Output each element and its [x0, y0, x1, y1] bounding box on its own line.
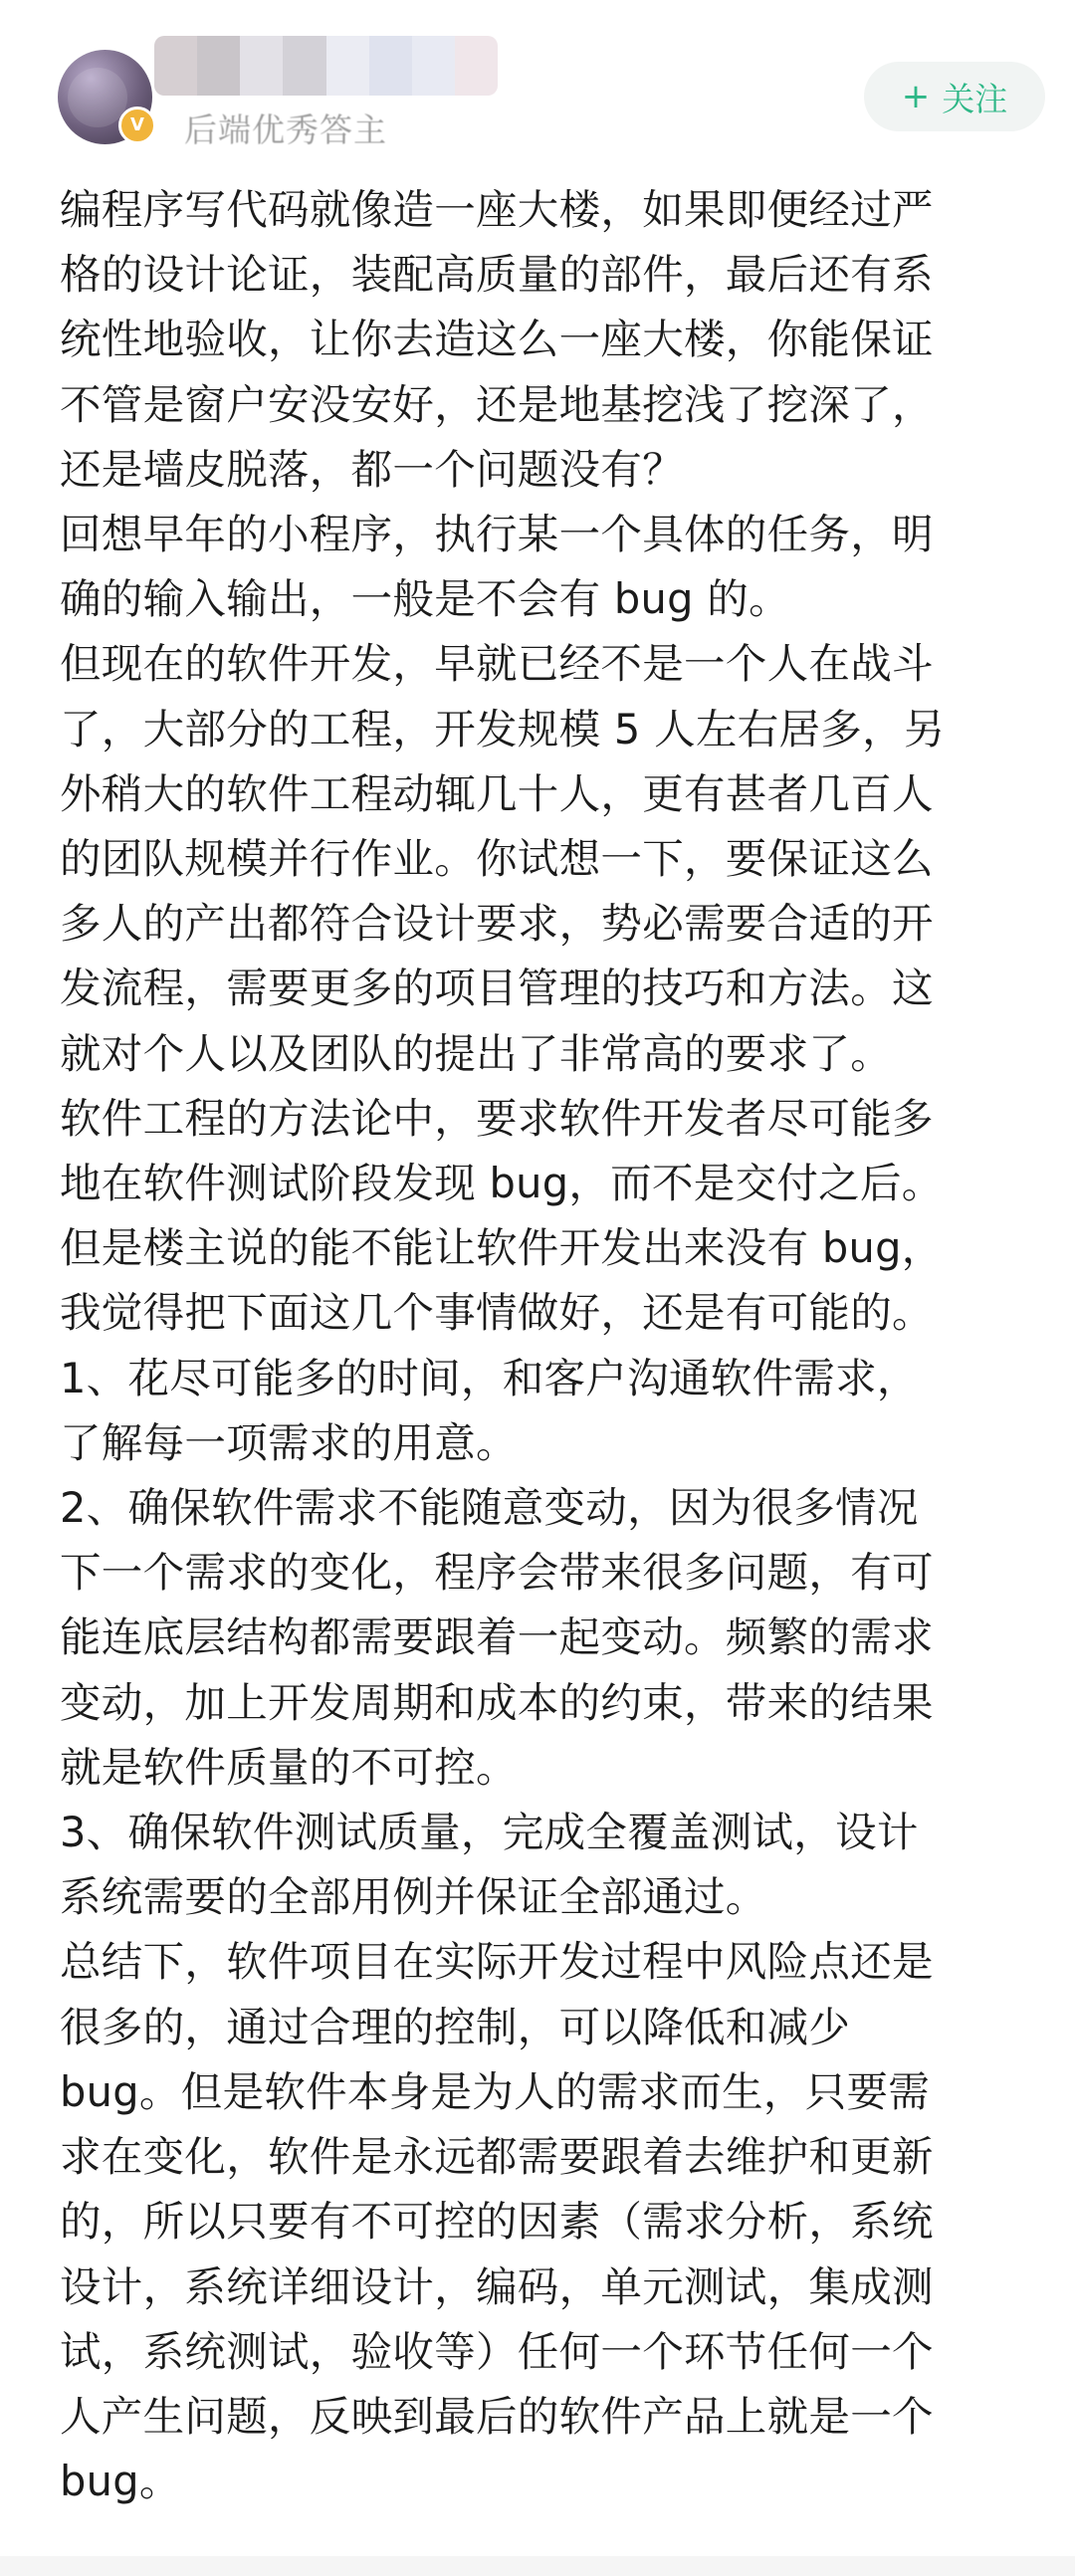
- answer-text-line: 多人的产出都符合设计要求，势必需要合适的开: [60, 899, 934, 949]
- answer-text-line: 编程序写代码就像造一座大楼，如果即便经过严: [60, 185, 934, 234]
- answer-text-line: 确的输入输出，一般是不会有 bug 的。: [60, 574, 790, 624]
- username-blur-segment: [197, 36, 240, 96]
- follow-button[interactable]: [864, 62, 1045, 131]
- author-subtitle: 后端优秀答主: [184, 110, 387, 149]
- answer-text-line: 试，系统测试，验收等）任何一个环节任何一个: [60, 2326, 934, 2376]
- answer-body: [60, 177, 1015, 2513]
- answer-text-line: 设计，系统详细设计，编码，单元测试，集成测: [60, 2261, 934, 2311]
- answer-text-line: 格的设计论证，装配高质量的部件，最后还有系: [60, 250, 934, 300]
- username-blur-segment: [455, 36, 498, 96]
- answer-text-line: 还是墙皮脱落，都一个问题没有？: [60, 444, 685, 494]
- answer-text-line: 不管是窗户安没安好，还是地基挖浅了挖深了，: [60, 379, 934, 429]
- follow-label: 关注: [942, 79, 1008, 118]
- answer-text-line: 软件工程的方法论中，要求软件开发者尽可能多: [60, 1093, 934, 1143]
- verified-v-icon: V: [118, 107, 156, 144]
- answer-text-line: bug。: [60, 2457, 181, 2506]
- answer-text-line: 能连底层结构都需要跟着一起变动。频繁的需求: [60, 1612, 934, 1662]
- answer-text-line: 2、确保软件需求不能随意变动，因为很多情况: [60, 1483, 919, 1533]
- username-blur-segment: [412, 36, 455, 96]
- answer-text-line: 但是楼主说的能不能让软件开发出来没有 bug，: [60, 1223, 944, 1273]
- answer-text-line: 下一个需求的变化，程序会带来很多问题，有可: [60, 1548, 934, 1598]
- plus-icon: +: [901, 77, 931, 116]
- answer-text-line: 我觉得把下面这几个事情做好，还是有可能的。: [60, 1288, 934, 1338]
- answer-text-line: 统性地验收，让你去造这么一座大楼，你能保证: [60, 315, 934, 364]
- username-blur-segment: [369, 36, 412, 96]
- answer-text-line: 很多的，通过合理的控制，可以降低和减少: [60, 2002, 851, 2051]
- answer-text-line: 但现在的软件开发，早就已经不是一个人在战斗: [60, 639, 934, 689]
- answer-text-line: 的团队规模并行作业。你试想一下，要保证这么: [60, 834, 934, 884]
- author-avatar[interactable]: [58, 50, 152, 144]
- answer-text-line: bug。但是软件本身是为人的需求而生，只要需: [60, 2066, 931, 2116]
- username-blur-segment: [326, 36, 369, 96]
- answer-text-line: 了解每一项需求的用意。: [60, 1417, 518, 1467]
- answer-text-line: 了，大部分的工程，开发规模 5 人左右居多，另: [60, 704, 946, 753]
- author-name-blurred[interactable]: [154, 36, 498, 96]
- answer-text-line: 就是软件质量的不可控。: [60, 1742, 518, 1792]
- answer-text-line: 地在软件测试阶段发现 bug，而不是交付之后。: [60, 1159, 944, 1208]
- answer-text-line: 总结下，软件项目在实际开发过程中风险点还是: [60, 1937, 934, 1987]
- username-blur-segment: [283, 36, 325, 96]
- username-blur-segment: [240, 36, 283, 96]
- answer-text-line: 系统需要的全部用例并保证全部通过。: [60, 1872, 767, 1922]
- answer-text-line: 的，所以只要有不可控的因素（需求分析，系统: [60, 2197, 934, 2247]
- username-blur-segment: [154, 36, 197, 96]
- bottom-divider: [0, 2556, 1075, 2576]
- answer-text-line: 3、确保软件测试质量，完成全覆盖测试，设计: [60, 1808, 919, 1857]
- answer-text-line: 发流程，需要更多的项目管理的技巧和方法。这: [60, 964, 934, 1013]
- answer-text-line: 就对个人以及团队的提出了非常高的要求了。: [60, 1028, 893, 1078]
- answer-header: [0, 0, 1075, 169]
- answer-text-line: 变动，加上开发周期和成本的约束，带来的结果: [60, 1677, 934, 1727]
- answer-text-line: 人产生问题，反映到最后的软件产品上就是一个: [60, 2391, 934, 2441]
- answer-text-line: 外稍大的软件工程动辄几十人，更有甚者几百人: [60, 768, 934, 818]
- answer-text-line: 求在变化，软件是永远都需要跟着去维护和更新: [60, 2132, 934, 2182]
- answer-text-line: 回想早年的小程序，执行某一个具体的任务，明: [60, 510, 934, 559]
- answer-text-line: 1、花尽可能多的时间，和客户沟通软件需求，: [60, 1353, 919, 1402]
